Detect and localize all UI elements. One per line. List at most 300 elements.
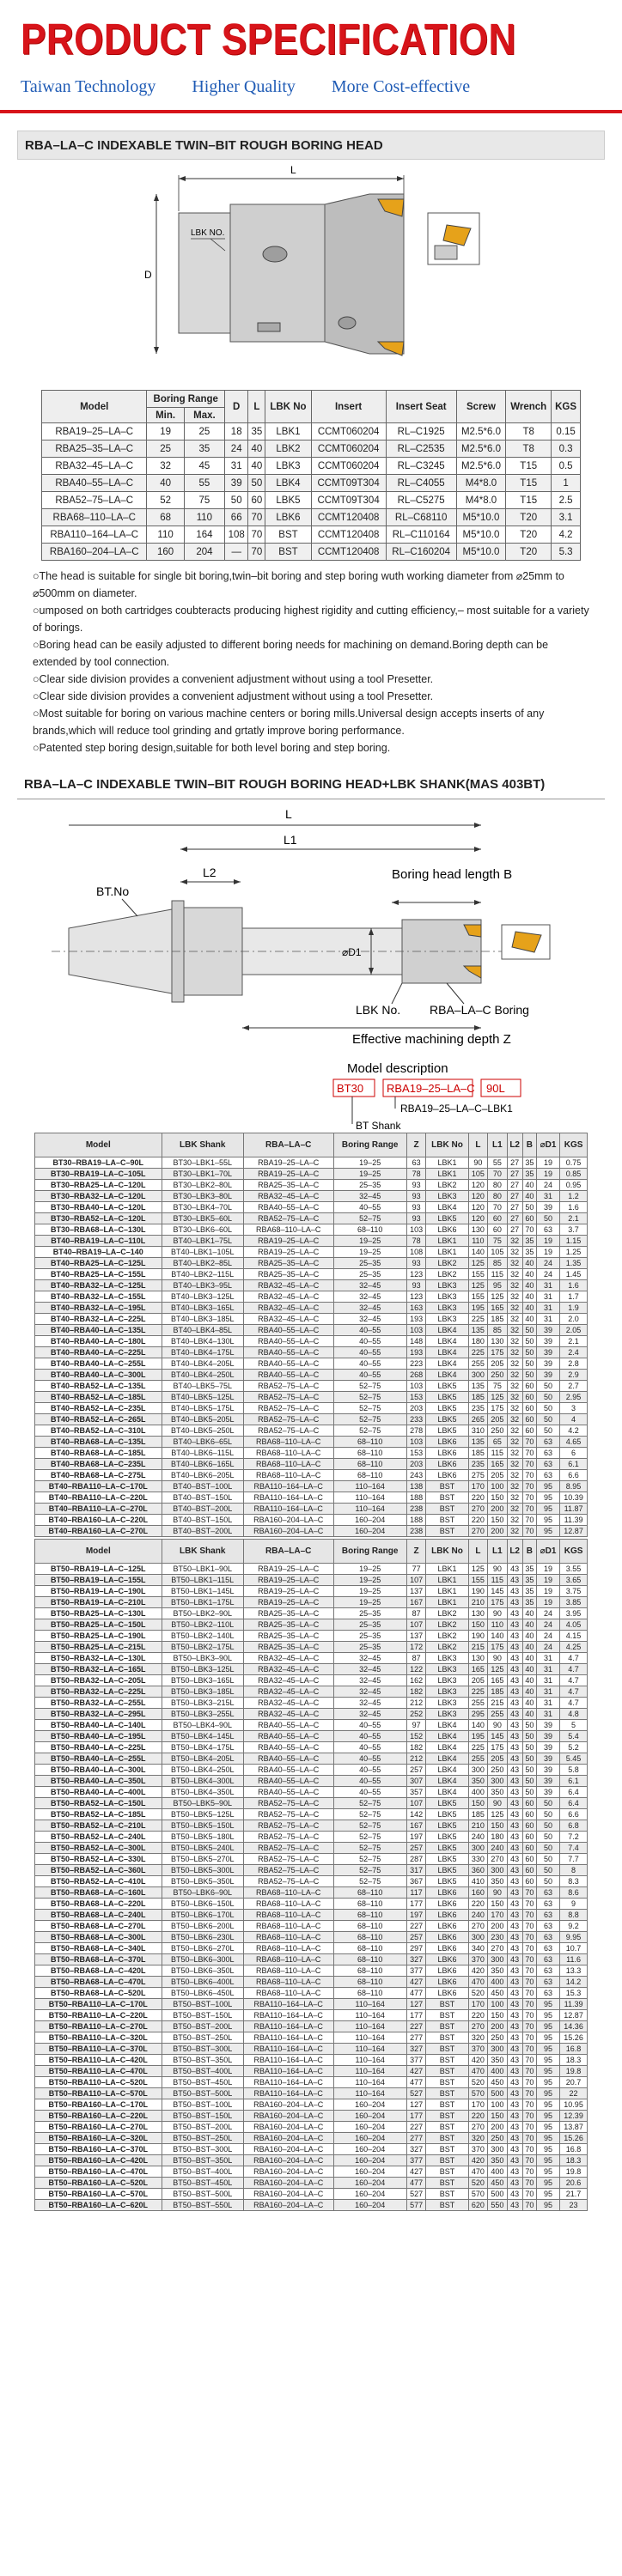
table-cell: 60 [488, 1213, 507, 1224]
table-row [35, 2099, 588, 2111]
table-cell: 43 [507, 1619, 522, 1631]
table-cell: 4.7 [560, 1653, 588, 1664]
table-cell: 63 [536, 1459, 559, 1470]
table-cell: RBA110–164–LA–C [243, 2077, 333, 2088]
table-cell: 570 [468, 2189, 487, 2200]
table-cell: 50 [536, 1392, 559, 1403]
table-cell: 27 [507, 1224, 522, 1236]
table-cell: BT50–RBA160–LA–C–570L [35, 2189, 162, 2200]
table-cell: 182 [406, 1742, 425, 1753]
table-cell: 205 [488, 1753, 507, 1765]
table-cell: 205 [488, 1358, 507, 1370]
table-cell: 25–35 [333, 1631, 406, 1642]
table-cell: 24 [225, 440, 248, 458]
table-cell: 160–204 [333, 2133, 406, 2144]
table-cell: RBA40–55–LA–C [243, 1753, 333, 1765]
table-cell: 11.87 [560, 1504, 588, 1515]
table-row [35, 1798, 588, 1809]
table-cell: 40–55 [333, 1742, 406, 1753]
table-cell: 4.25 [560, 1642, 588, 1653]
table-cell: RBA25–35–LA–C [243, 1608, 333, 1619]
table-cell: 270 [468, 1921, 487, 1932]
table-cell: 78 [406, 1169, 425, 1180]
table-cell: 68–110 [333, 1437, 406, 1448]
table-cell: BT50–RBA110–LA–C–320L [35, 2032, 162, 2044]
table-cell: 95 [536, 2200, 559, 2211]
table-cell: 250 [488, 1765, 507, 1776]
table-cell: BST [426, 1526, 468, 1537]
table-cell: 238 [406, 1504, 425, 1515]
table-cell: BT50–RBA40–LA–C–255L [35, 1753, 162, 1765]
table-cell: 115 [488, 1269, 507, 1280]
table-cell: 60 [522, 1843, 536, 1854]
table-cell: 197 [406, 1910, 425, 1921]
table-cell: LBK5 [426, 1392, 468, 1403]
column-header: L2 [507, 1540, 522, 1564]
table-cell: LBK3 [426, 1303, 468, 1314]
table-cell: T20 [506, 509, 552, 526]
table-cell: LBK6 [426, 1910, 468, 1921]
table-cell: RBA110–164–LA–C [243, 2066, 333, 2077]
table-cell: LBK5 [426, 1425, 468, 1437]
table-row [35, 1347, 588, 1358]
table-cell: 220 [468, 2111, 487, 2122]
table-cell: 43 [507, 2055, 522, 2066]
table-cell: 3.65 [560, 1575, 588, 1586]
table-cell: 70 [248, 544, 265, 561]
table-cell: 115 [488, 1448, 507, 1459]
table-cell: BT40–RBA40–LA–C–255L [35, 1358, 162, 1370]
table-cell: 450 [488, 1988, 507, 1999]
table-row [35, 1910, 588, 1921]
table-cell: 45 [184, 458, 224, 475]
table-cell: BT50–RBA40–LA–C–140L [35, 1720, 162, 1731]
table-cell: BT50–RBA68–LA–C–220L [35, 1899, 162, 1910]
table-cell: 2.1 [560, 1336, 588, 1347]
table-cell: 277 [406, 2032, 425, 2044]
table-cell: RBA52–75–LA–C [243, 1798, 333, 1809]
table-cell: RBA32–45–LA–C [243, 1303, 333, 1314]
table-cell: 125 [488, 1291, 507, 1303]
table-cell: 95 [536, 2032, 559, 2044]
table-cell: 70 [488, 1169, 507, 1180]
table-cell: 153 [406, 1448, 425, 1459]
table-cell: LBK6 [426, 1932, 468, 1943]
table-cell: 225 [468, 1686, 487, 1698]
table-cell: 278 [406, 1425, 425, 1437]
table-cell: 2.95 [560, 1392, 588, 1403]
table-cell: 427 [406, 2066, 425, 2077]
table-cell: BT50–RBA19–LA–C–210L [35, 1597, 162, 1608]
table-cell: 63 [536, 1470, 559, 1481]
table-cell: 32 [507, 1236, 522, 1247]
table-cell: 2.4 [560, 1347, 588, 1358]
table-row [35, 1414, 588, 1425]
table-cell: M5*10.0 [456, 526, 506, 544]
table-cell: 1.2 [560, 1191, 588, 1202]
table-cell: 227 [406, 2122, 425, 2133]
table-cell: 250 [488, 2032, 507, 2044]
table-cell: BT50–RBA52–LA–C–330L [35, 1854, 162, 1865]
table-cell: BT30–RBA19–LA–C–90L [35, 1157, 162, 1169]
table-cell: 40 [522, 1675, 536, 1686]
table-cell: LBK5 [426, 1798, 468, 1809]
table-cell: 35 [522, 1157, 536, 1169]
table-cell: BT40–LBK4–130L [162, 1336, 243, 1347]
table-cell: LBK6 [426, 1977, 468, 1988]
table-cell: 43 [507, 1787, 522, 1798]
table-cell: BT50–LBK6–150L [162, 1899, 243, 1910]
table-cell: 230 [488, 1932, 507, 1943]
table-cell: 175 [488, 1742, 507, 1753]
table-cell: 255 [468, 1698, 487, 1709]
table-cell: 70 [522, 1910, 536, 1921]
table-cell: 350 [488, 2155, 507, 2166]
table-cell: BT50–BST–150L [162, 2111, 243, 2122]
table-cell: 32–45 [333, 1303, 406, 1314]
table-cell: 31 [536, 1291, 559, 1303]
table-cell: 317 [406, 1865, 425, 1876]
table-row [35, 1425, 588, 1437]
col-insert: Insert [311, 391, 386, 423]
table-cell: BT40–LBK3–165L [162, 1303, 243, 1314]
table-cell: 175 [488, 1347, 507, 1358]
table-cell: BT50–RBA110–LA–C–470L [35, 2066, 162, 2077]
table-row [35, 1303, 588, 1314]
table-cell: BT50–RBA25–LA–C–150L [35, 1619, 162, 1631]
table-cell: 420 [468, 2155, 487, 2166]
table-cell: 27 [507, 1202, 522, 1213]
table-cell: BT50–RBA110–LA–C–220L [35, 2010, 162, 2021]
table-cell: 39 [536, 1358, 559, 1370]
table-cell: 70 [522, 1448, 536, 1459]
table-cell: LBK6 [426, 1224, 468, 1236]
table-row [35, 2133, 588, 2144]
table-cell: BT50–RBA110–LA–C–520L [35, 2077, 162, 2088]
table-cell: 40–55 [333, 1765, 406, 1776]
table-cell: 9.95 [560, 1932, 588, 1943]
table-cell: 270 [468, 1504, 487, 1515]
table-cell: BT50–LBK6–270L [162, 1943, 243, 1954]
table-cell: 60 [522, 1865, 536, 1876]
table-cell: 32 [507, 1336, 522, 1347]
table-cell: 160 [468, 1887, 487, 1899]
table-cell: 6.6 [560, 1809, 588, 1820]
table-cell: LBK3 [265, 458, 311, 475]
table-cell: RBA40–55–LA–C [243, 1347, 333, 1358]
table-cell: BT50–BST–450L [162, 2178, 243, 2189]
table-cell: BT40–RBA40–LA–C–180L [35, 1336, 162, 1347]
table-cell: 200 [488, 1504, 507, 1515]
table-cell: 235 [468, 1459, 487, 1470]
table-cell: 31 [536, 1303, 559, 1314]
table-cell: BT40–LBK3–95L [162, 1280, 243, 1291]
table-cell: RBA160–204–LA–C [243, 1515, 333, 1526]
table-cell: 95 [536, 2099, 559, 2111]
table-cell: 5.4 [560, 1731, 588, 1742]
table-cell: M5*10.0 [456, 544, 506, 561]
table-cell: 43 [507, 1965, 522, 1977]
table-cell: 95 [536, 2178, 559, 2189]
table-cell: 93 [406, 1213, 425, 1224]
table-cell: 100 [488, 1481, 507, 1492]
table-cell: 203 [406, 1459, 425, 1470]
table-cell: 63 [536, 1988, 559, 1999]
table-cell: BT30–RBA25–LA–C–120L [35, 1180, 162, 1191]
table-cell: 43 [507, 1887, 522, 1899]
table-cell: 3.75 [560, 1586, 588, 1597]
table-cell: 43 [507, 1608, 522, 1619]
table-cell: BST [426, 1515, 468, 1526]
table-cell: BT50–LBK5–300L [162, 1865, 243, 1876]
table-cell: RBA160–204–LA–C [243, 2189, 333, 2200]
table-row [42, 509, 581, 526]
table-cell: 35 [522, 1597, 536, 1608]
table-cell: 170 [488, 1910, 507, 1921]
table-cell: BT50–RBA68–LA–C–340L [35, 1943, 162, 1954]
table-cell: 60 [522, 1381, 536, 1392]
table-cell: 1.9 [560, 1303, 588, 1314]
table-cell: RBA25–35–LA–C [243, 1180, 333, 1191]
table-cell: BT50–BST–300L [162, 2044, 243, 2055]
table-cell: 25–35 [333, 1608, 406, 1619]
table-cell: 35 [522, 1236, 536, 1247]
table-cell: 32–45 [333, 1291, 406, 1303]
table-cell: 60 [522, 1820, 536, 1832]
table-cell: — [225, 544, 248, 561]
table-cell: 188 [406, 1515, 425, 1526]
table-cell: 43 [507, 1843, 522, 1854]
table-cell: 43 [507, 1686, 522, 1698]
table-cell: 1.25 [560, 1247, 588, 1258]
table-cell: LBK3 [426, 1314, 468, 1325]
table-cell: BT50–RBA68–LA–C–520L [35, 1988, 162, 1999]
table-cell: BT50–RBA68–LA–C–160L [35, 1887, 162, 1899]
table-cell: 2.5 [552, 492, 581, 509]
table-cell: BT50–RBA68–LA–C–240L [35, 1910, 162, 1921]
table-cell: 175 [488, 1403, 507, 1414]
table-row [35, 2010, 588, 2021]
col-d: D [225, 391, 248, 423]
table-cell: 40 [522, 1608, 536, 1619]
table-cell: 110–164 [333, 2088, 406, 2099]
table-row [35, 1932, 588, 1943]
table-cell: BT50–RBA32–LA–C–165L [35, 1664, 162, 1675]
lbk-no-label: LBK NO. [191, 228, 225, 238]
table-cell: 167 [406, 1820, 425, 1832]
table-cell: 170 [468, 2099, 487, 2111]
table-cell: BT50–BST–100L [162, 2099, 243, 2111]
table-cell: BT40–BST–200L [162, 1526, 243, 1537]
table-cell: 15.26 [560, 2133, 588, 2144]
table-cell: LBK5 [426, 1876, 468, 1887]
table-cell: 327 [406, 2044, 425, 2055]
table-cell: 32 [507, 1370, 522, 1381]
table-cell: BT40–LBK2–85L [162, 1258, 243, 1269]
table-cell: RBA32–45–LA–C [243, 1664, 333, 1675]
table-cell: 50 [536, 1820, 559, 1832]
table-cell: M5*10.0 [456, 509, 506, 526]
table-cell: 360 [468, 1865, 487, 1876]
table-cell: 110–164 [333, 1492, 406, 1504]
table-cell: 19 [536, 1169, 559, 1180]
table-cell: 477 [406, 1988, 425, 1999]
table-cell: BT40–RBA68–LA–C–185L [35, 1448, 162, 1459]
table-cell: 105 [468, 1169, 487, 1180]
table-cell: BST [426, 2010, 468, 2021]
model-part-2: RBA19–25–LA–C [387, 1082, 475, 1095]
table-cell: 470 [468, 1977, 487, 1988]
boring-head-drawing [0, 160, 622, 390]
table-row [35, 1664, 588, 1675]
table-cell: 50 [536, 1414, 559, 1425]
table-cell: BST [426, 2032, 468, 2044]
table-cell: LBK3 [426, 1191, 468, 1202]
table-row [35, 1564, 588, 1575]
table-cell: 40 [522, 1619, 536, 1631]
page-header [0, 0, 622, 101]
table-cell: M2.5*6.0 [456, 458, 506, 475]
table-cell: RBA68–110–LA–C [243, 1965, 333, 1977]
table-cell: 19 [536, 1564, 559, 1575]
table-cell: 150 [488, 2111, 507, 2122]
table-cell: 43 [507, 1798, 522, 1809]
table-cell: 68–110 [333, 1932, 406, 1943]
table-cell: BT40–RBA40–LA–C–300L [35, 1370, 162, 1381]
table-cell: 20.6 [560, 2178, 588, 2189]
table-cell: 32 [507, 1403, 522, 1414]
boring-head-table [41, 390, 581, 561]
table-cell: 32–45 [333, 1653, 406, 1664]
table-cell: 8 [560, 1865, 588, 1876]
table-row [42, 440, 581, 458]
table-cell: 270 [468, 2122, 487, 2133]
table-cell: BT50–LBK6–200L [162, 1921, 243, 1932]
table-cell: 5.45 [560, 1753, 588, 1765]
table-cell: 43 [507, 1765, 522, 1776]
table-cell: RBA52–75–LA–C [243, 1832, 333, 1843]
table-cell: 177 [406, 2010, 425, 2021]
table-cell: BT50–LBK6–170L [162, 1910, 243, 1921]
table-row [35, 2155, 588, 2166]
table-cell: 31 [536, 1709, 559, 1720]
table-row [35, 1809, 588, 1820]
table-cell: 340 [468, 1943, 487, 1954]
table-cell: RBA25–35–LA–C [42, 440, 147, 458]
table-row [35, 1247, 588, 1258]
table-cell: 155 [468, 1291, 487, 1303]
table-cell: 35 [248, 423, 265, 440]
table-cell: BST [426, 2133, 468, 2144]
table-cell: 350 [488, 1787, 507, 1798]
table-cell: BST [426, 1492, 468, 1504]
table-cell: 52–75 [333, 1381, 406, 1392]
table-cell: BT30–RBA19–LA–C–105L [35, 1169, 162, 1180]
table-row [35, 1392, 588, 1403]
table-row [42, 526, 581, 544]
note-7: ○Patented step boring design,suitable for both level boring and step boring. [33, 742, 391, 754]
table-cell: RBA25–35–LA–C [243, 1642, 333, 1653]
table-cell: 60 [522, 1414, 536, 1425]
table-cell: 63 [536, 1932, 559, 1943]
table-cell: BT50–LBK6–300L [162, 1954, 243, 1965]
table-cell: 15.26 [560, 2032, 588, 2044]
table-cell: 527 [406, 2088, 425, 2099]
table-cell: RBA52–75–LA–C [243, 1213, 333, 1224]
table-cell: 6.6 [560, 1470, 588, 1481]
table-cell: RBA52–75–LA–C [243, 1820, 333, 1832]
table-cell: 68–110 [333, 1899, 406, 1910]
table-cell: 40 [522, 1653, 536, 1664]
table-cell: 195 [468, 1731, 487, 1742]
table-cell: 95 [536, 2066, 559, 2077]
table-row [35, 1191, 588, 1202]
table-cell: 43 [507, 2077, 522, 2088]
table-cell: 270 [468, 1526, 487, 1537]
table-cell: 235 [468, 1403, 487, 1414]
table-cell: 25 [147, 440, 184, 458]
table-row [35, 1709, 588, 1720]
table-cell: RBA19–25–LA–C [243, 1597, 333, 1608]
table-cell: BT50–RBA160–LA–C–370L [35, 2144, 162, 2155]
table-row [42, 458, 581, 475]
table-cell: 63 [536, 1437, 559, 1448]
table-cell: 370 [468, 1954, 487, 1965]
table-cell: 50 [522, 1325, 536, 1336]
table-cell: RBA40–55–LA–C [243, 1765, 333, 1776]
table-cell: 8.8 [560, 1910, 588, 1921]
table-cell: 350 [468, 1776, 487, 1787]
table-cell: 50 [248, 475, 265, 492]
table-cell: 50 [522, 1787, 536, 1798]
table-cell: BT40–LBK3–185L [162, 1314, 243, 1325]
table-cell: 85 [488, 1258, 507, 1269]
table-cell: 55 [488, 1157, 507, 1169]
table-cell: 13.3 [560, 1965, 588, 1977]
table-cell: BT50–RBA68–LA–C–370L [35, 1954, 162, 1965]
table-cell: RBA32–45–LA–C [42, 458, 147, 475]
table-cell: 32 [507, 1347, 522, 1358]
table-cell: 32–45 [333, 1191, 406, 1202]
table-cell: BT50–RBA160–LA–C–520L [35, 2178, 162, 2189]
table-cell: 268 [406, 1370, 425, 1381]
table-cell: 150 [468, 1619, 487, 1631]
table-cell: 1.45 [560, 1269, 588, 1280]
table-cell: LBK6 [426, 1965, 468, 1977]
table-cell: 185 [468, 1448, 487, 1459]
table-cell: 43 [507, 1954, 522, 1965]
table-cell: BT40–RBA40–LA–C–135L [35, 1325, 162, 1336]
table-cell: 107 [406, 1575, 425, 1586]
table-cell: 52–75 [333, 1865, 406, 1876]
table-cell: 50 [225, 492, 248, 509]
table-cell: BT50–RBA160–LA–C–320L [35, 2133, 162, 2144]
table-cell: 307 [406, 1776, 425, 1787]
table-cell: 257 [406, 1765, 425, 1776]
table-cell: BT50–LBK6–350L [162, 1965, 243, 1977]
table-cell: BT50–LBK6–230L [162, 1932, 243, 1943]
table-cell: BT40–LBK4–175L [162, 1347, 243, 1358]
table-cell: 32 [507, 1526, 522, 1537]
table-row [35, 1269, 588, 1280]
table-cell: 70 [522, 2066, 536, 2077]
table-row [35, 1437, 588, 1448]
table-cell: 43 [507, 1943, 522, 1954]
table-row [35, 1224, 588, 1236]
table-cell: 50 [536, 1425, 559, 1437]
table-cell: 27 [507, 1157, 522, 1169]
table-cell: BT30–LBK5–60L [162, 1213, 243, 1224]
